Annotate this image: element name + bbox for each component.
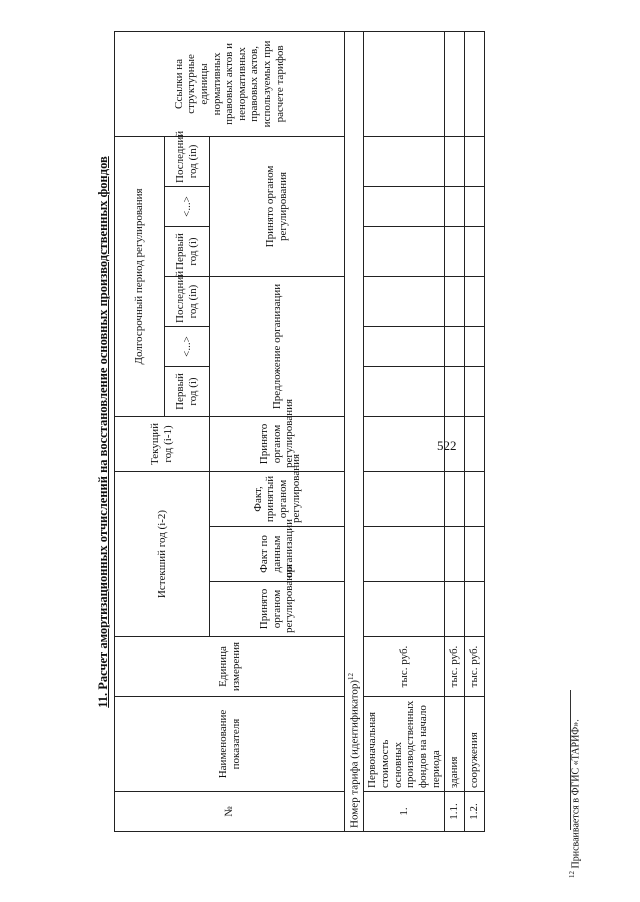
tariff-sup: 12 bbox=[347, 672, 355, 680]
lt-org-first: Первый год (i) bbox=[165, 366, 210, 416]
tariff-label: Номер тарифа (идентификатор) bbox=[348, 679, 361, 828]
current-approved: Принято органом регулирования bbox=[210, 416, 345, 471]
lt-org-proposal: Предложение организации bbox=[210, 276, 345, 416]
col-current-year: Текущий год (i-1) bbox=[115, 416, 210, 471]
lt-org-last: Последний год (in) bbox=[165, 276, 210, 326]
lt-reg-approved: Принято органом регулирования bbox=[210, 136, 345, 276]
col-unit: Единица измерения bbox=[115, 637, 345, 697]
lt-reg-last: Последний год (in) bbox=[165, 136, 210, 186]
col-num: № bbox=[115, 792, 345, 832]
col-long-term: Долгосрочный период регулирования bbox=[115, 136, 165, 416]
lt-reg-dots: <...> bbox=[165, 186, 210, 226]
col-past-year: Истекший год (i-2) bbox=[115, 471, 210, 636]
row-1-num: 1. bbox=[364, 792, 445, 832]
row-1-name: Первоначальная стоимость основных производственных фондов на начало периода bbox=[364, 697, 445, 792]
lt-org-dots: <...> bbox=[165, 326, 210, 366]
row-1-2-unit: тыс. руб. bbox=[465, 637, 485, 697]
footnote bbox=[568, 719, 581, 878]
rotated-page bbox=[96, 32, 556, 832]
page-number: 522 bbox=[437, 438, 457, 453]
col-refs: Ссылки на структурные единицы нормативных правовых актов и ненормативных правовых актов, используемых при расчете тарифов bbox=[115, 31, 345, 136]
row-1-2-name: сооружения bbox=[465, 697, 485, 792]
table-title: 11. Расчет амортизационных отчислений на восстановление основных производственных фондов bbox=[96, 156, 110, 708]
row-1-unit: тыс. руб. bbox=[364, 637, 445, 697]
col-name: Наименование показателя bbox=[115, 697, 345, 792]
row-1-1-num: 1.1. bbox=[445, 792, 465, 832]
tariff-number-row bbox=[345, 31, 364, 831]
row-1-1-name: здания bbox=[445, 697, 465, 792]
depreciation-table bbox=[114, 31, 485, 832]
row-1-2-num: 1.2. bbox=[465, 792, 485, 832]
footnote-text: Присваивается в ФГИС «ТАРИФ». bbox=[570, 719, 582, 869]
footnote-sup: 12 bbox=[568, 871, 576, 878]
lt-reg-first: Первый год (i) bbox=[165, 226, 210, 276]
past-fact-reg: Факт, принятый органом регулирования bbox=[210, 471, 345, 526]
past-fact-org: Факт по данным организации bbox=[210, 527, 345, 582]
past-approved: Принято органом регулирования bbox=[210, 582, 345, 637]
row-1-1-unit: тыс. руб. bbox=[445, 637, 465, 697]
